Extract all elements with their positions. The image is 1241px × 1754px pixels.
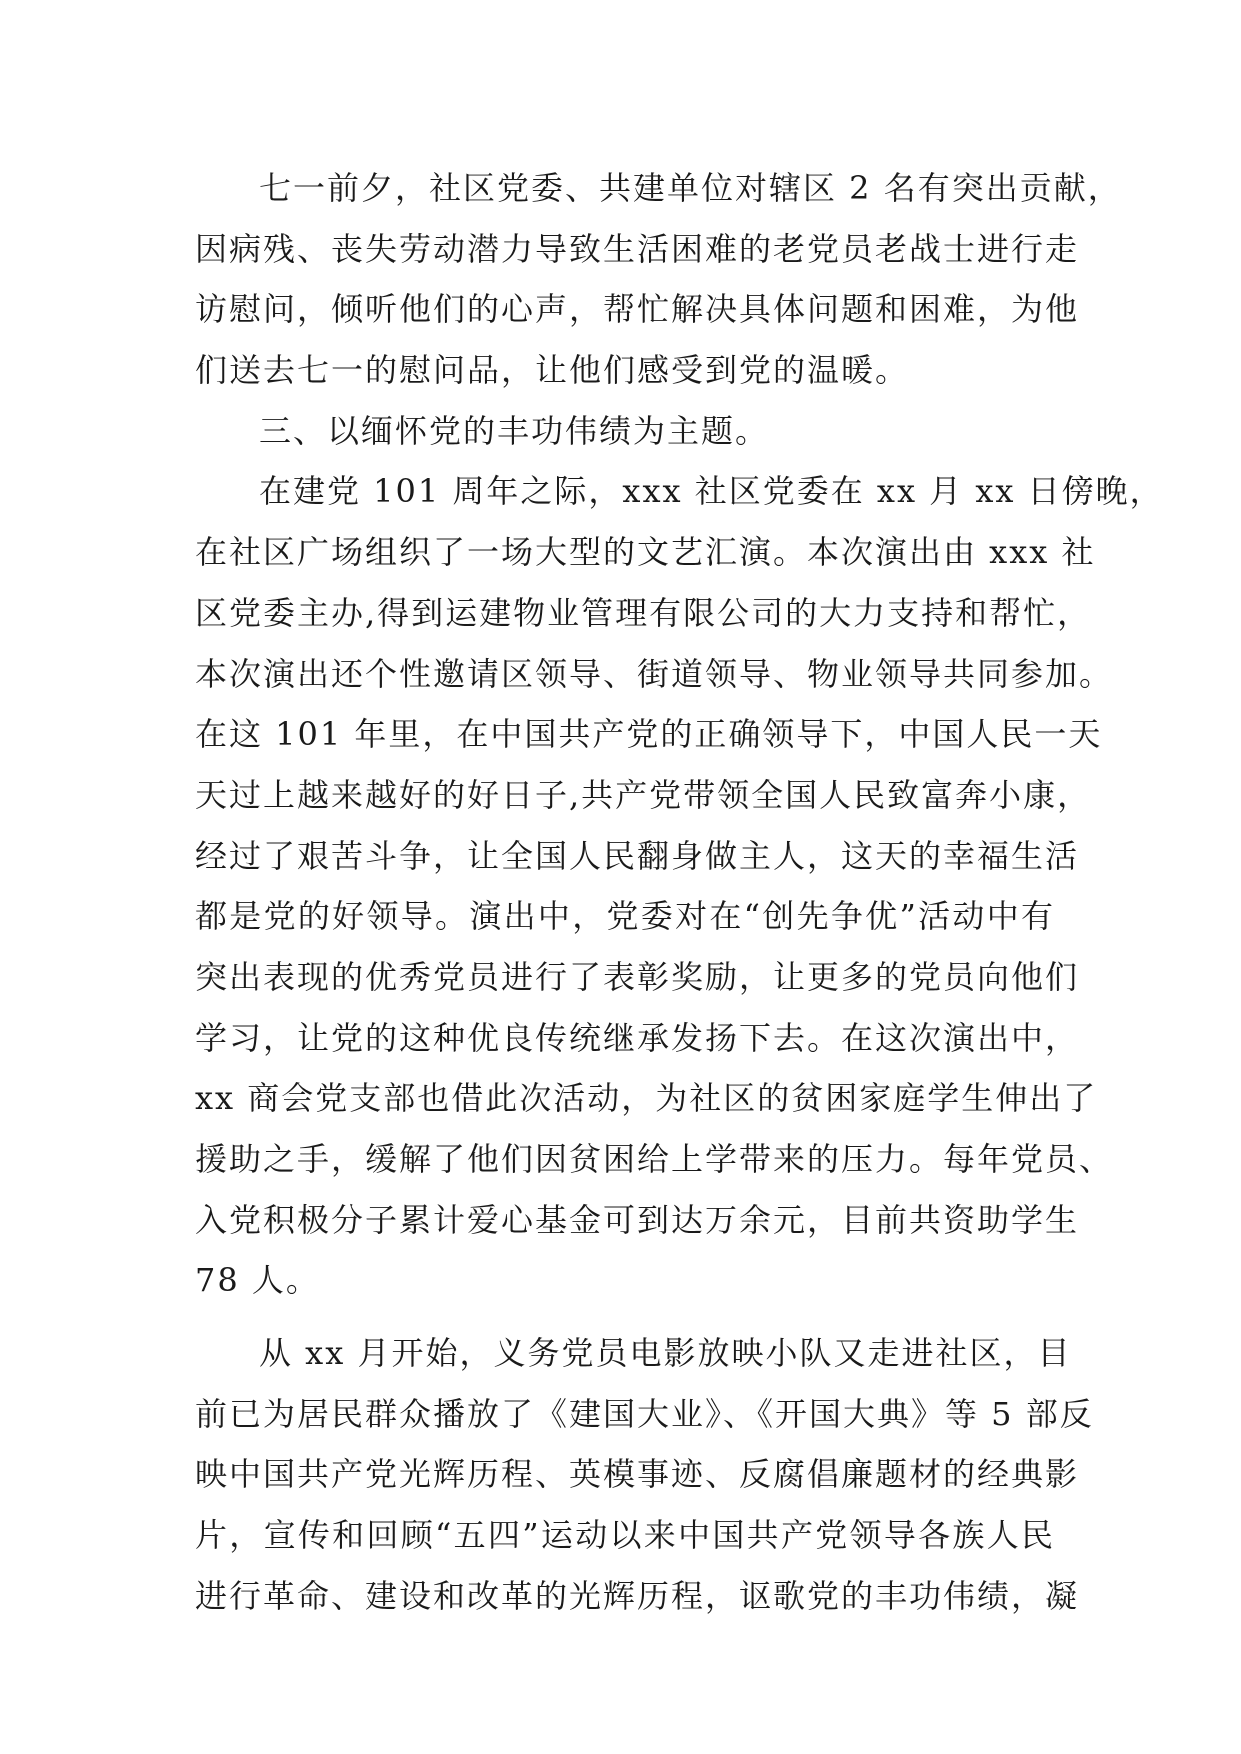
section-heading: 三、以缅怀党的丰功伟绩为主题。 bbox=[259, 411, 770, 450]
paragraph-line: 学习，让党的这种优良传统继承发扬下去。在这次演出中， bbox=[195, 1018, 1080, 1057]
paragraph-line: 因病残、丧失劳动潜力导致生活困难的老党员老战士进行走 bbox=[195, 229, 1080, 268]
paragraph-line: 突出表现的优秀党员进行了表彰奖励，让更多的党员向他们 bbox=[195, 957, 1080, 996]
paragraph-gap bbox=[195, 1311, 1055, 1323]
paragraph-line: 本次演出还个性邀请区领导、街道领导、物业领导共同参加。 bbox=[195, 654, 1114, 693]
paragraph-line: 在建党 101 周年之际，xxx 社区党委在 xx 月 xx 日傍晚， bbox=[259, 472, 1164, 511]
paragraph-line: 在社区广场组织了一场大型的文艺汇演。本次演出由 xxx 社 bbox=[195, 533, 1096, 572]
paragraph-line: 前已为居民群众播放了《建国大业》、《开国大典》等 5 部反 bbox=[195, 1394, 1094, 1433]
paragraph-line: 在这 101 年里，在中国共产党的正确领导下，中国人民一天 bbox=[195, 715, 1103, 754]
paragraph-line: 片，宣传和回顾“五四”运动以来中国共产党领导各族人民 bbox=[195, 1516, 1055, 1555]
paragraph-line: 映中国共产党光辉历程、英模事迹、反腐倡廉题材的经典影 bbox=[195, 1455, 1080, 1494]
paragraph-line: 访慰问，倾听他们的心声，帮忙解决具体问题和困难，为他 bbox=[195, 290, 1080, 329]
paragraph-line: 入党积极分子累计爱心基金可到达万余元，目前共资助学生 bbox=[195, 1200, 1080, 1239]
paragraph-line: 区党委主办,得到运建物业管理有限公司的大力支持和帮忙， bbox=[195, 593, 1092, 632]
paragraph-line: 天过上越来越好的好日子,共产党带领全国人民致富奔小康， bbox=[195, 775, 1092, 814]
paragraph-line: 从 xx 月开始，义务党员电影放映小队又走进社区，目 bbox=[259, 1334, 1072, 1373]
paragraph-line: 们送去七一的慰问品，让他们感受到党的温暖。 bbox=[195, 351, 910, 390]
paragraph-line: 七一前夕，社区党委、共建单位对辖区 2 名有突出贡献， bbox=[259, 169, 1122, 207]
paragraph-line: 经过了艰苦斗争，让全国人民翻身做主人，这天的幸福生活 bbox=[195, 836, 1080, 875]
paragraph-line: 援助之手，缓解了他们因贫困给上学带来的压力。每年党员、 bbox=[195, 1140, 1114, 1178]
paragraph-line: xx 商会党支部也借此次活动，为社区的贫困家庭学生伸出了 bbox=[195, 1079, 1098, 1118]
paragraph-line: 都是党的好领导。演出中，党委对在“创先争优”活动中有 bbox=[195, 897, 1055, 936]
document-body bbox=[195, 158, 1164, 1627]
paragraph-line: 78 人。 bbox=[195, 1261, 320, 1300]
paragraph-line: 进行革命、建设和改革的光辉历程，讴歌党的丰功伟绩，凝 bbox=[195, 1576, 1080, 1615]
